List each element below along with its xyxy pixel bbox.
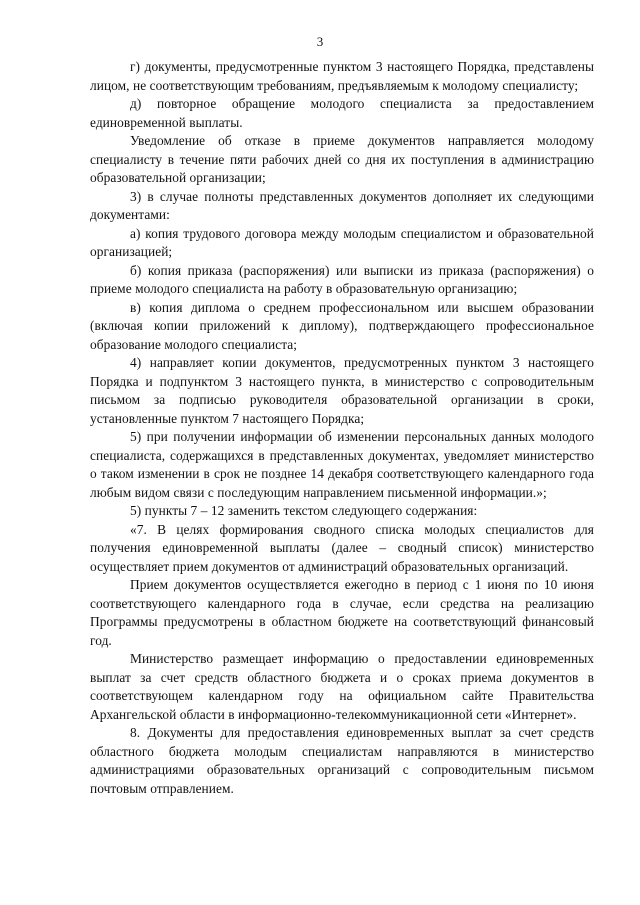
paragraph-ministry-publishes: Министерство размещает информацию о предоставлении единовременных выплат за счет средств областного бюджета и о сроках приема документов в соответствующем календарном году на официальном сайте Правительства Архангельской области в информационно-телекоммуникационной сети «Интернет». xyxy=(90,651,594,722)
paragraph-item-a: а) копия трудового договора между молодым специалистом и образовательной организацией; xyxy=(90,225,594,259)
paragraph-subitem-4: 4) направляет копии документов, предусмотренных пунктом 3 настоящего Порядка и подпунктом 3 настоящего пункта, в министерство с сопроводительным письмом за подписью руководителя образовательной организации в сроки, установленные пунктом 7 настоящего Порядка; xyxy=(90,355,594,426)
page-number: 3 xyxy=(316,34,324,49)
paragraph-subitem-3: 3) в случае полноты представленных документов дополняет их следующими документами: xyxy=(90,188,594,222)
paragraph-amendment-5: 5) пункты 7 – 12 заменить текстом следующего содержания: xyxy=(130,503,478,518)
paragraph-subitem-5: 5) при получении информации об изменении персональных данных молодого специалиста, содержащихся в представленных документах, уведомляет министерство о таком изменении в срок не позднее 14 декабря соответствующего календарного года любым видом связи с последующим направлением письменной информации.»; xyxy=(90,429,594,500)
paragraph-clause-7: «7. В целях формирования сводного списка молодых специалистов для получения единовременной выплаты (далее – сводный список) министерство осуществляет прием документов от администраций образовательных организаций. xyxy=(90,521,594,574)
paragraph-item-g: г) документы, предусмотренные пунктом 3 настоящего Порядка, представлены лицом, не соответствующим требованиям, предъявляемым к молодому специалисту; xyxy=(90,59,594,93)
paragraph-item-d: д) повторное обращение молодого специалиста за предоставлением единовременной выплаты. xyxy=(90,96,594,130)
paragraph-clause-8: 8. Документы для предоставления единовременных выплат за счет средств областного бюджета молодым специалистам направляются в министерство администрациями образовательных организаций с сопроводительным письмом почтовым отправлением. xyxy=(90,725,594,796)
paragraph-item-b: б) копия приказа (распоряжения) или выписки из приказа (распоряжения) о приеме молодого специалиста на работу в образовательную организацию; xyxy=(90,262,594,296)
document-body xyxy=(90,58,594,798)
paragraph-refusal-notice: Уведомление об отказе в приеме документов направляется молодому специалисту в течение пяти рабочих дней со дня их поступления в администрацию образовательной организации; xyxy=(90,133,594,185)
paragraph-item-v: в) копия диплома о среднем профессиональном или высшем образовании (включая копии приложений к диплому), подтверждающего профессиональное образование молодого специалиста; xyxy=(90,299,594,352)
paragraph-acceptance-period: Прием документов осуществляется ежегодно в период с 1 июня по 10 июня соответствующего календарного года в случае, если средства на реализацию Программы предусмотрены в областном бюджете на соответствующий финансовый год. xyxy=(90,577,594,648)
